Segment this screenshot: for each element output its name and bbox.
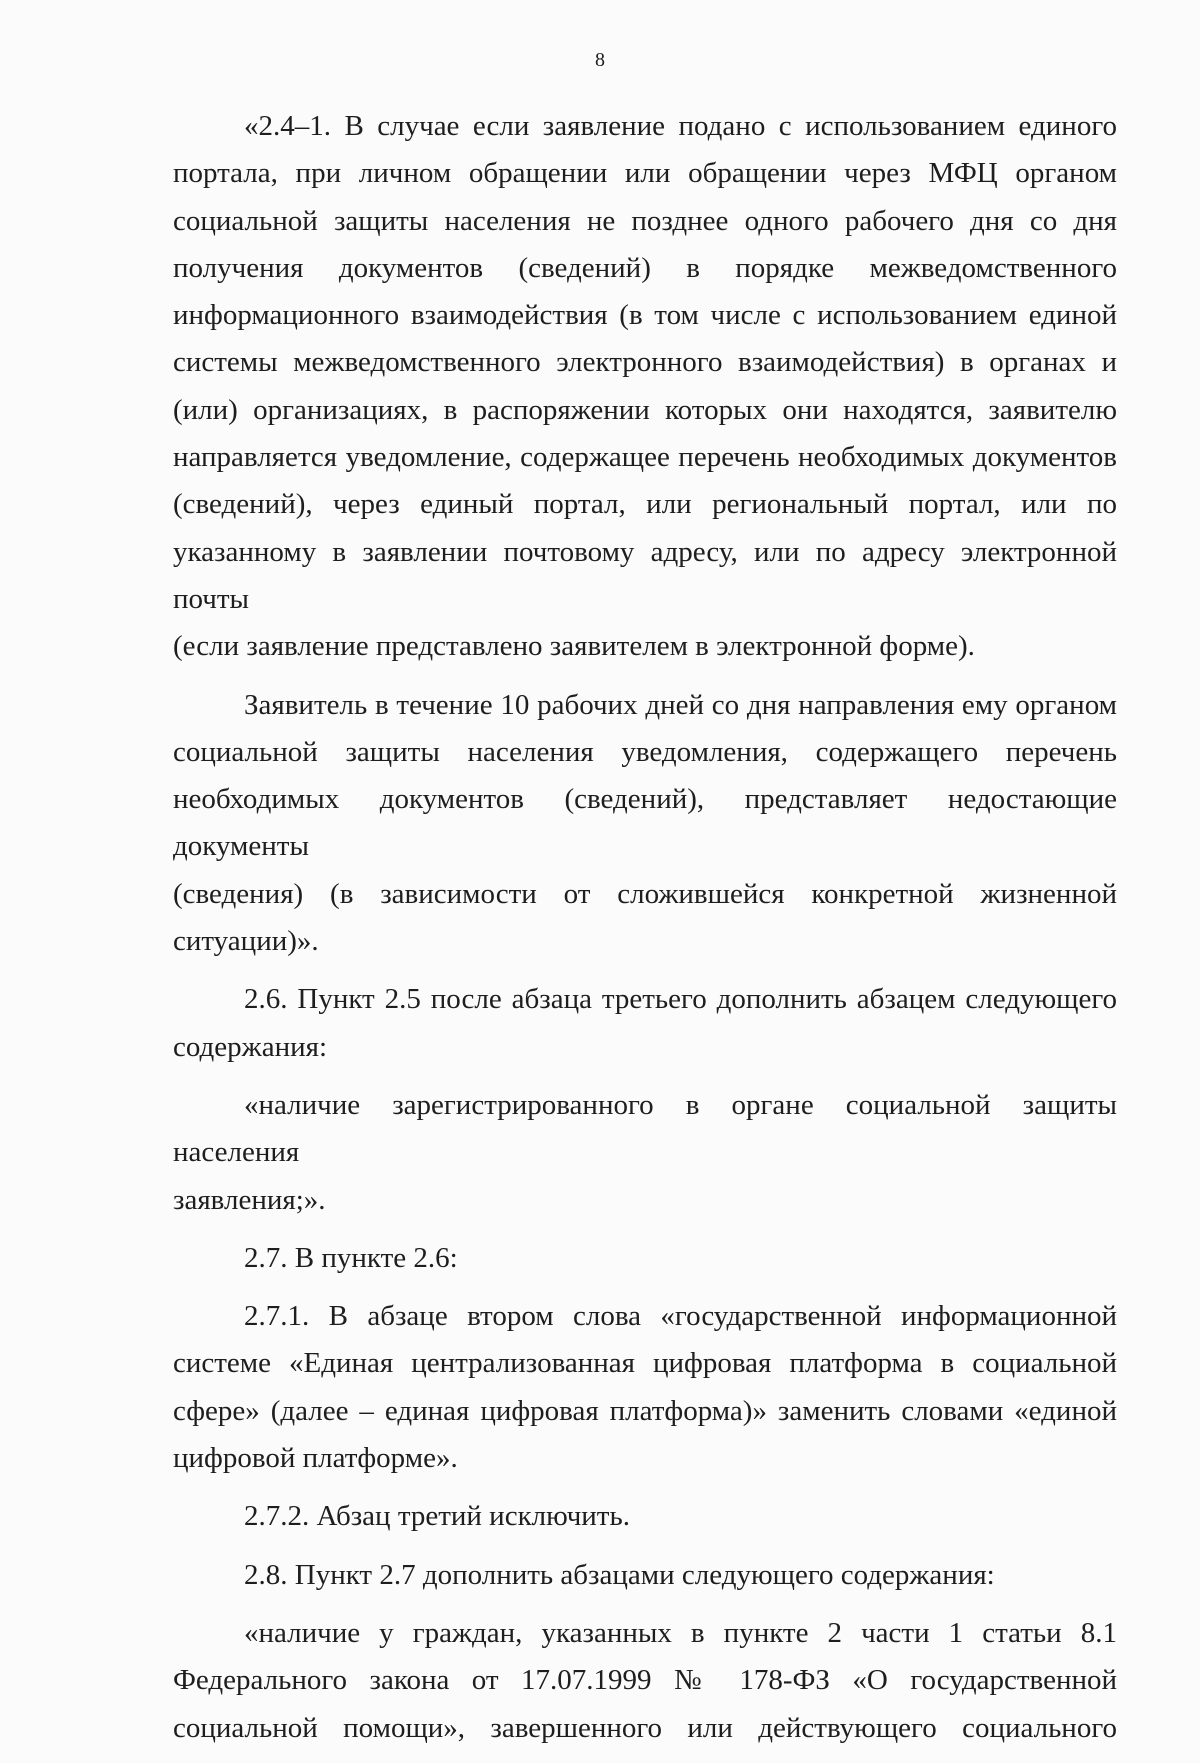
text-line: необходимых документов (сведений), представляет недостающие документы <box>173 783 1117 863</box>
text-line: (или) организациях, в распоряжении которых они находятся, заявителю <box>173 393 1117 426</box>
text-line: 2.7. В пункте 2.6: <box>244 1241 458 1274</box>
text-line: ситуации)». <box>173 925 319 958</box>
text-line: указанному в заявлении почтовому адресу, или по адресу электронной почты <box>173 535 1117 615</box>
text-line: сфере» (далее – единая цифровая платформа)» заменить словами «единой <box>173 1394 1117 1427</box>
text-line: социальной защиты населения не позднее одного рабочего дня со дня <box>173 204 1117 237</box>
paragraph-2-7-1 <box>173 1293 1117 1482</box>
text-line: социальной защиты населения уведомления, содержащего перечень <box>173 735 1117 768</box>
text-line: получения документов (сведений) в порядке межведомственного <box>173 251 1117 284</box>
text-line: 2.7.1. В абзаце втором слова «государственной информационной <box>244 1300 1117 1333</box>
paragraph-2-6 <box>173 976 1117 1071</box>
text-line: системы межведомственного электронного взаимодействия) в органах и <box>173 346 1117 379</box>
text-line: «наличие зарегистрированного в органе социальной защиты населения <box>173 1088 1117 1169</box>
paragraph-citizens-contract <box>173 1610 1117 1752</box>
text-line: заявления;». <box>173 1183 326 1216</box>
text-line: направляется уведомление, содержащее перечень необходимых документов <box>173 441 1117 474</box>
text-line: информационного взаимодействия (в том числе с использованием единой <box>173 299 1117 332</box>
text-line: (сведений), через единый портал, или региональный портал, или по <box>173 488 1117 521</box>
text-line: Федерального закона от 17.07.1999 № 178-ФЗ «О государственной <box>173 1664 1117 1697</box>
paragraph-applicant-deadline <box>173 682 1117 966</box>
paragraph-2-7 <box>173 1235 1117 1282</box>
text-line: 2.8. Пункт 2.7 дополнить абзацами следующего содержания: <box>244 1558 995 1591</box>
text-line: социальной помощи», завершенного или действующего социального <box>173 1711 1117 1744</box>
paragraph-2-7-2 <box>173 1493 1117 1540</box>
paragraph-registered-application <box>173 1082 1117 1224</box>
text-line: (если заявление представлено заявителем в электронной форме). <box>173 630 975 663</box>
text-line: 2.7.2. Абзац третий исключить. <box>244 1500 630 1533</box>
page-number: 8 <box>595 49 605 71</box>
text-line: «2.4–1. В случае если заявление подано с использованием единого <box>244 110 1117 142</box>
text-line: «наличие у граждан, указанных в пункте 2 части 1 статьи 8.1 <box>244 1616 1117 1649</box>
text-line: 2.6. Пункт 2.5 после абзаца третьего дополнить абзацем следующего <box>244 983 1117 1016</box>
document-body <box>173 103 1117 1763</box>
paragraph-2-8 <box>173 1552 1117 1599</box>
text-line: содержания: <box>173 1030 328 1063</box>
text-line: системе «Единая централизованная цифровая платформа в социальной <box>173 1347 1117 1380</box>
text-line: портала, при личном обращении или обращении через МФЦ органом <box>173 157 1117 190</box>
text-line: Заявитель в течение 10 рабочих дней со дня направления ему органом <box>244 688 1117 721</box>
text-line: (сведения) (в зависимости от сложившейся конкретной жизненной <box>173 877 1117 910</box>
paragraph-2-4-1 <box>173 103 1117 671</box>
text-line: цифровой платформе». <box>173 1442 458 1475</box>
